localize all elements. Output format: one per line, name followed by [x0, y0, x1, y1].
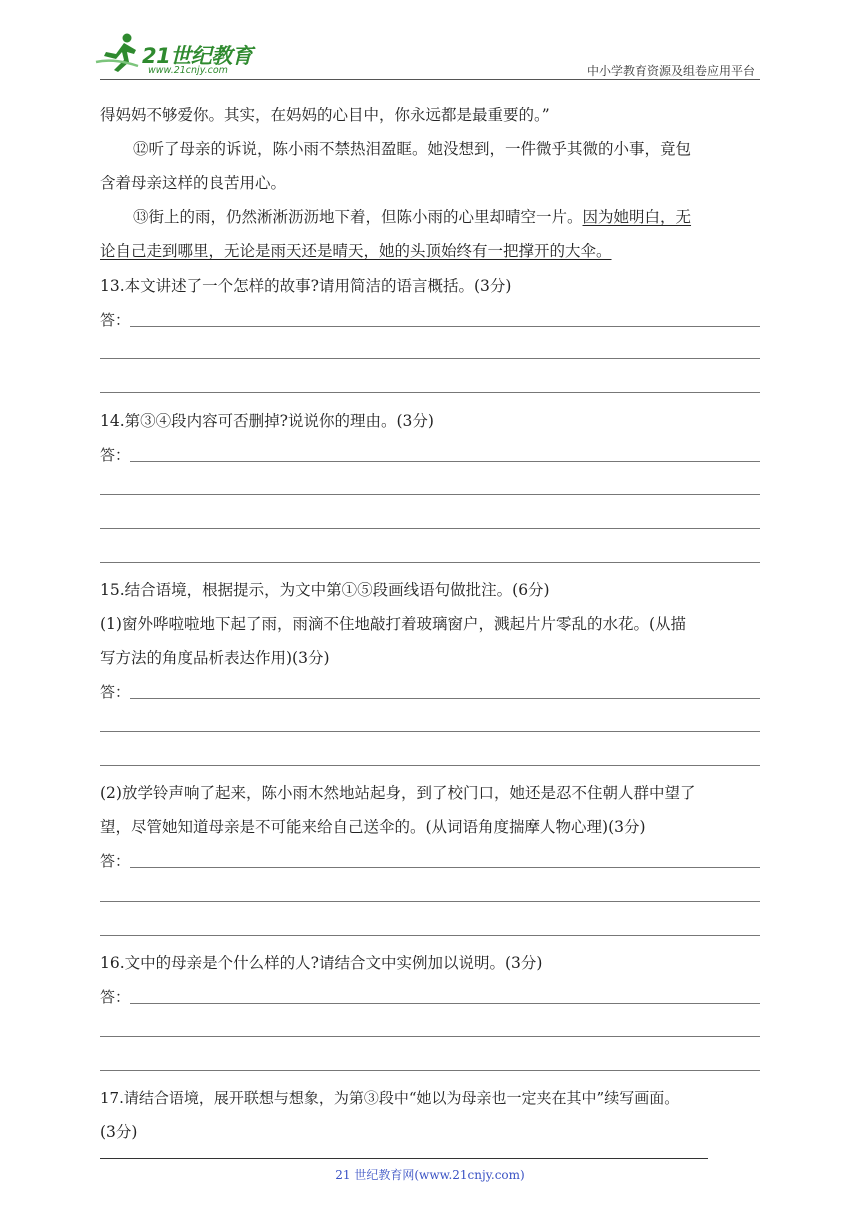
answer-label: 答： — [100, 852, 131, 870]
answer-label: 答： — [100, 683, 131, 701]
platform-title: 中小学教育资源及组卷应用平台 — [586, 64, 755, 78]
underlined-sentence: 因为她明白，无 — [582, 208, 692, 226]
answer-line[interactable] — [130, 461, 760, 462]
question-16: 16.文中的母亲是个什么样的人?请结合文中实例加以说明。(3分) — [100, 954, 543, 972]
question-17-line-2: (3分) — [100, 1123, 138, 1141]
answer-label: 答： — [100, 988, 131, 1006]
header-divider — [100, 79, 760, 80]
footer-divider — [100, 1158, 708, 1159]
answer-line[interactable] — [100, 901, 760, 902]
question-15-1-line-2: 写方法的角度品析表达作用)(3分) — [100, 649, 330, 667]
answer-line[interactable] — [130, 1003, 760, 1004]
logo-text: 21世纪教育 — [142, 44, 253, 68]
question-15-1-line-1: (1)窗外哗啦啦地下起了雨，雨滴不住地敲打着玻璃窗户，溅起片片零乱的水花。(从描 — [100, 615, 687, 633]
footer-text: 21 世纪教育网(www.21cnjy.com) — [335, 1168, 525, 1182]
answer-line[interactable] — [130, 698, 760, 699]
answer-line[interactable] — [100, 731, 760, 732]
question-15-2-line-1: (2)放学铃声响了起来，陈小雨木然地站起身，到了校门口，她还是忍不住朝人群中望了 — [100, 784, 696, 802]
paragraph-12-line-1: ⑫听了母亲的诉说，陈小雨不禁热泪盈眶。她没想到，一件微乎其微的小事，竟包 — [133, 140, 692, 158]
paragraph-13-line-1 — [133, 207, 691, 227]
answer-line[interactable] — [100, 494, 760, 495]
question-15-2-line-2: 望，尽管她知道母亲是不可能来给自己送伞的。(从词语角度揣摩人物心理)(3分) — [100, 818, 646, 836]
question-17-line-1: 17.请结合语境，展开联想与想象，为第③段中“她以为母亲也一定夹在其中”续写画面。 — [100, 1089, 680, 1107]
question-13: 13.本文讲述了一个怎样的故事?请用简洁的语言概括。(3分) — [100, 277, 512, 295]
answer-line[interactable] — [100, 1070, 760, 1071]
answer-label: 答： — [100, 311, 131, 329]
answer-line[interactable] — [100, 528, 760, 529]
paragraph-12-line-2: 含着母亲这样的良苦用心。 — [100, 174, 287, 192]
answer-line[interactable] — [100, 935, 760, 936]
question-14: 14.第③④段内容可否删掉?说说你的理由。(3分) — [100, 412, 434, 430]
question-15: 15.结合语境，根据提示，为文中第①⑤段画线语句做批注。(6分) — [100, 581, 550, 599]
answer-line[interactable] — [130, 326, 760, 327]
answer-label: 答： — [100, 446, 131, 464]
answer-line[interactable] — [100, 358, 760, 359]
underlined-sentence-cont: 论自己走到哪里，无论是雨天还是晴天，她的头顶始终有一把撑开的大伞。 — [100, 242, 612, 260]
answer-line[interactable] — [130, 867, 760, 868]
paragraph-13-text: ⑬街上的雨，仍然淅淅沥沥地下着，但陈小雨的心里却晴空一片。 — [133, 208, 583, 226]
answer-line[interactable] — [100, 392, 760, 393]
logo-url: www.21cnjy.com — [148, 65, 228, 76]
answer-line[interactable] — [100, 765, 760, 766]
passage-line: 得妈妈不够爱你。其实，在妈妈的心目中，你永远都是最重要的。” — [100, 106, 550, 124]
page-header — [0, 0, 860, 80]
running-figure-icon — [94, 32, 144, 74]
answer-line[interactable] — [100, 562, 760, 563]
answer-line[interactable] — [100, 1036, 760, 1037]
